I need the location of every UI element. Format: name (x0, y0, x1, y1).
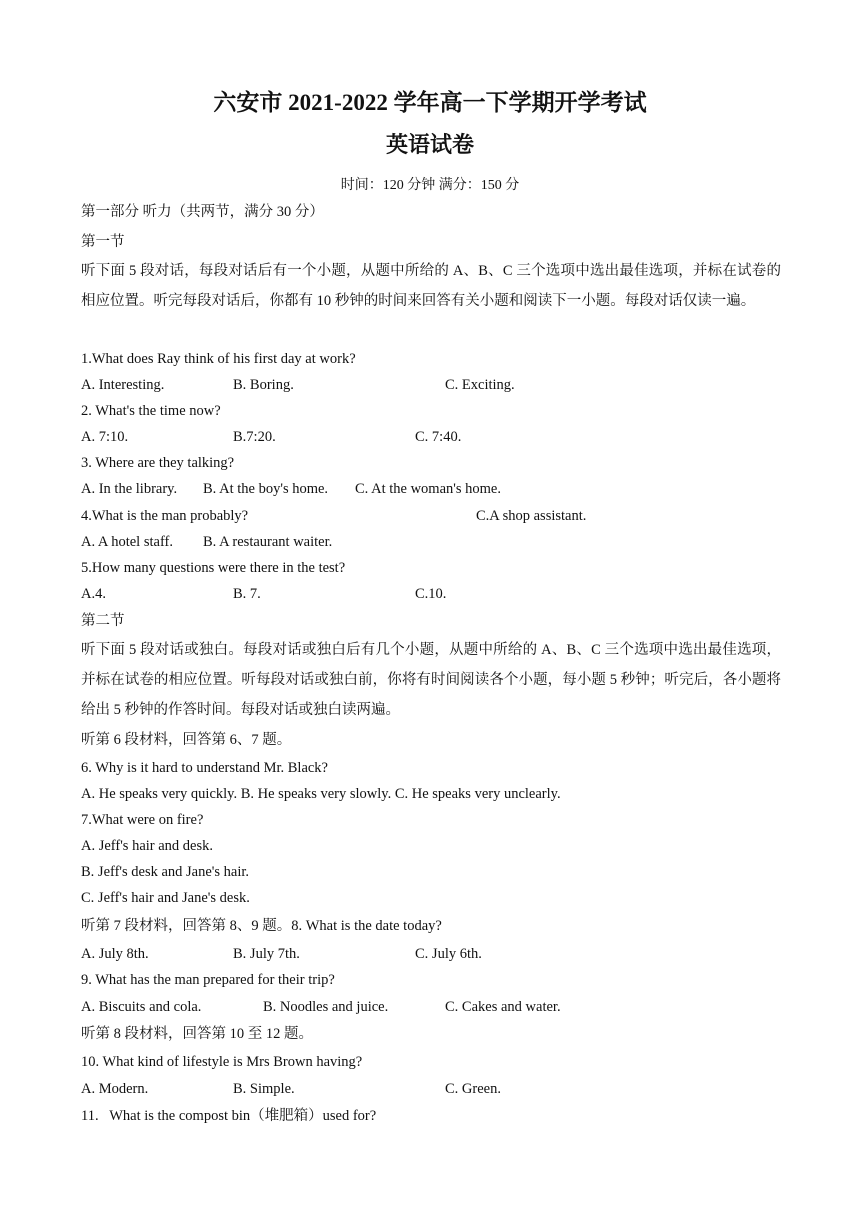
question-2: 2. What's the time now? (81, 403, 221, 419)
q4-option-b: B. A restaurant waiter. (203, 534, 333, 550)
question-3: 3. Where are they talking? (81, 455, 235, 471)
question-4: 4.What is the man probably? (81, 508, 249, 524)
q10-option-b: B. Simple. (233, 1081, 295, 1097)
part1-heading: 第一部分 听力（共两节，满分 30 分） (81, 204, 324, 220)
material-8-note: 听第 8 段材料，回答第 10 至 12 题。 (81, 1026, 313, 1042)
q1-option-c: C. Exciting. (445, 377, 515, 393)
q5-option-a: A.4. (81, 586, 106, 602)
question-1: 1.What does Ray think of his first day at work? (81, 351, 356, 367)
question-6: 6. Why is it hard to understand Mr. Black? (81, 760, 328, 776)
material-6-note: 听第 6 段材料，回答第 6、7 题。 (81, 732, 292, 748)
section2-instructions: 听下面 5 段对话或独白。每段对话或独白后有几个小题，从题中所给的 A、B、C 三个选项中选出最佳选项，并标在试卷的相应位置。听每段对话或独白前，你将有时间阅读各个小题，每小题 5 秒钟；听完后，各小题将给出 5 秒钟的作答时间。每段对话或独白读两遍。 (81, 642, 781, 718)
q6-options: A. He speaks very quickly. B. He speaks very slowly. C. He speaks very unclearly. (81, 786, 561, 802)
q3-option-a: A. In the library. (81, 481, 178, 497)
q8-option-c: C. July 6th. (415, 946, 482, 962)
question-10: 10. What kind of lifestyle is Mrs Brown having? (81, 1054, 363, 1070)
q9-option-c: C. Cakes and water. (445, 999, 561, 1015)
exam-subtitle: 英语试卷 (385, 132, 474, 157)
question-9: 9. What has the man prepared for their trip? (81, 972, 335, 988)
q3-option-c: C. At the woman's home. (355, 481, 501, 497)
q9-option-b: B. Noodles and juice. (263, 999, 389, 1015)
q3-option-b: B. At the boy's home. (203, 481, 329, 497)
q2-option-c: C. 7:40. (415, 429, 462, 445)
q1-option-a: A. Interesting. (81, 377, 165, 393)
q10-option-a: A. Modern. (81, 1081, 149, 1097)
exam-title: 六安市 2021-2022 学年高一下学期开学考试 (213, 90, 647, 115)
q8-option-a: A. July 8th. (81, 946, 149, 962)
q4-option-c: C.A shop assistant. (476, 508, 587, 524)
q7-option-b: B. Jeff's desk and Jane's hair. (81, 864, 250, 880)
q4-option-a: A. A hotel staff. (81, 534, 173, 550)
time-score-line: 时间：120 分钟 满分：150 分 (340, 178, 520, 193)
q7-option-c: C. Jeff's hair and Jane's desk. (81, 890, 250, 906)
question-11: 11. What is the compost bin（堆肥箱）used for? (81, 1108, 377, 1124)
section1-label: 第一节 (81, 234, 125, 250)
q8-option-b: B. July 7th. (233, 946, 300, 962)
q7-option-a: A. Jeff's hair and desk. (81, 838, 214, 854)
q5-option-b: B. 7. (233, 586, 261, 602)
q9-option-a: A. Biscuits and cola. (81, 999, 202, 1015)
q5-option-c: C.10. (415, 586, 447, 602)
q1-option-b: B. Boring. (233, 377, 294, 393)
section2-label: 第二节 (81, 613, 125, 629)
section1-instructions: 听下面 5 段对话，每段对话后有一个小题，从题中所给的 A、B、C 三个选项中选出最佳选项，并标在试卷的相应位置。听完每段对话后，你都有 10 秒钟的时间来回答有关小题和阅读下一小题。每段对话仅读一遍。 (81, 263, 781, 309)
question-7: 7.What were on fire? (81, 812, 204, 828)
material-7-note: 听第 7 段材料，回答第 8、9 题。8. What is the date today? (81, 918, 442, 934)
question-5: 5.How many questions were there in the test? (81, 560, 346, 576)
q2-option-b: B.7:20. (233, 429, 276, 445)
q10-option-c: C. Green. (445, 1081, 501, 1097)
q2-option-a: A. 7:10. (81, 429, 129, 445)
